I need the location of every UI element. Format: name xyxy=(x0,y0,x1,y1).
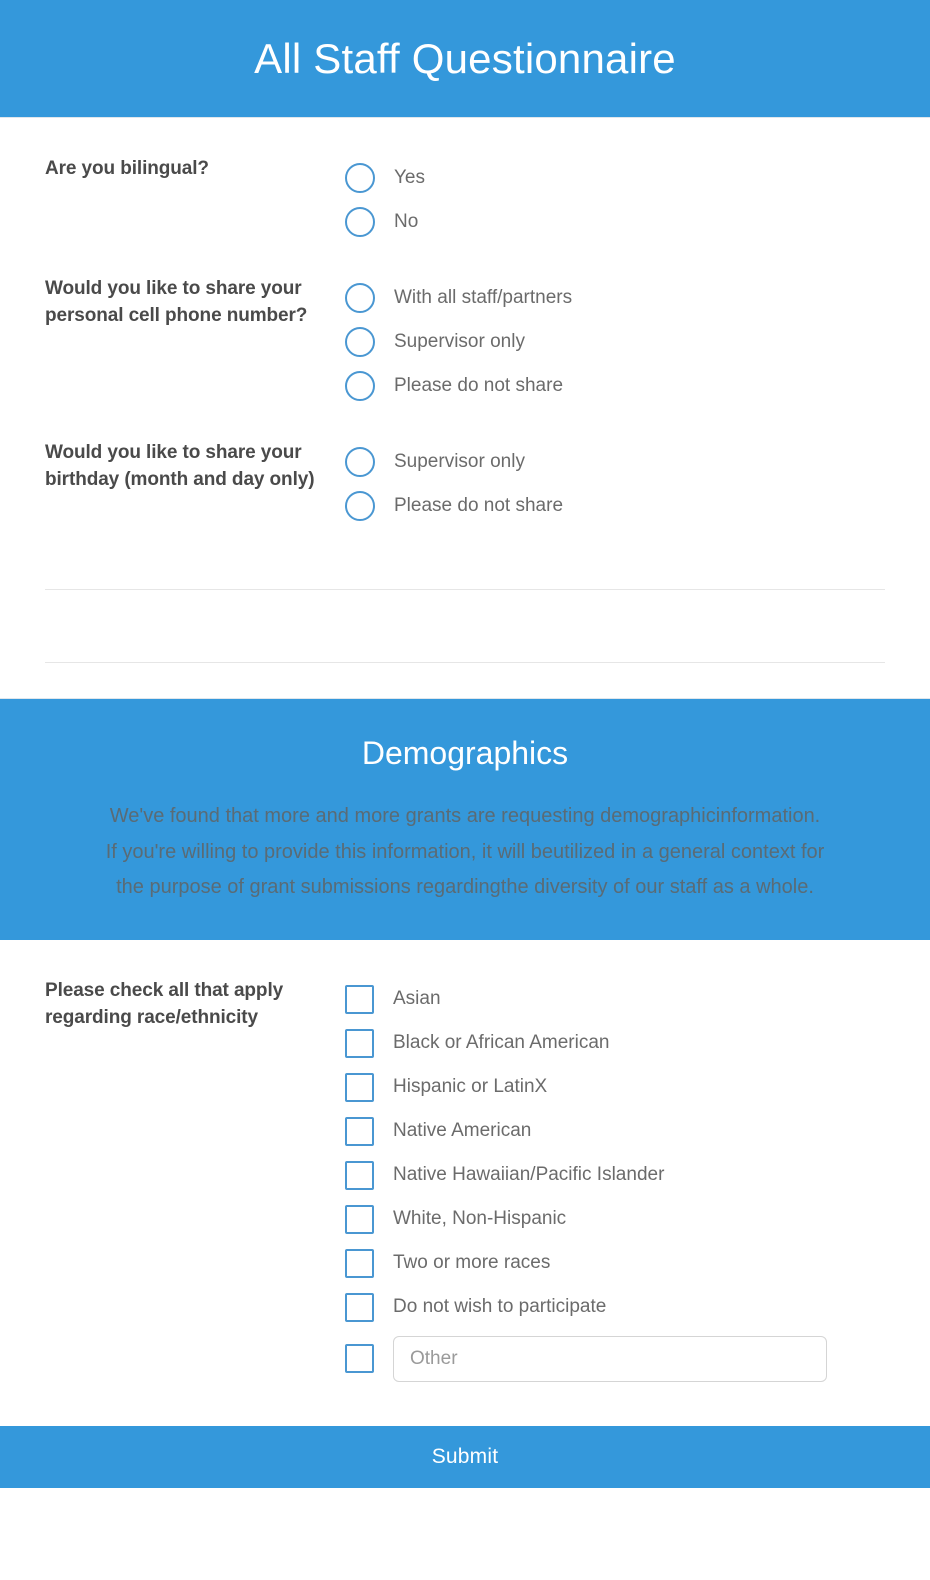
checkbox-icon[interactable] xyxy=(345,985,374,1014)
question-options xyxy=(345,156,885,244)
checkbox-option-other[interactable] xyxy=(345,1330,885,1388)
checkbox-option-label: Native Hawaiian/Pacific Islander xyxy=(393,1164,665,1186)
radio-icon[interactable] xyxy=(345,163,375,193)
radio-icon[interactable] xyxy=(345,283,375,313)
radio-option-do-not-share[interactable] xyxy=(345,364,885,408)
radio-option-do-not-share[interactable] xyxy=(345,484,885,528)
checkbox-option-do-not-wish-to-participate[interactable] xyxy=(345,1286,885,1330)
checkbox-icon[interactable] xyxy=(345,1293,374,1322)
checkbox-option-label: Two or more races xyxy=(393,1252,551,1274)
submit-button[interactable]: Submit xyxy=(0,1426,930,1488)
radio-option-no[interactable] xyxy=(345,200,885,244)
question-options xyxy=(345,978,885,1388)
radio-option-label: With all staff/partners xyxy=(394,286,573,308)
question-share-cell-phone xyxy=(0,276,930,408)
radio-icon[interactable] xyxy=(345,207,375,237)
demographics-description-line-2: If you're willing to provide this information, it will beutilized in a general context for xyxy=(105,840,825,863)
page-header xyxy=(0,0,930,118)
checkbox-option-label: Asian xyxy=(393,988,441,1010)
checkbox-option-asian[interactable] xyxy=(345,978,885,1022)
question-share-birthday xyxy=(0,440,930,528)
checkbox-icon[interactable] xyxy=(345,1029,374,1058)
question-label: Would you like to share your birthday (month and day only) xyxy=(45,442,315,490)
demographics-banner xyxy=(0,698,930,940)
question-label: Please check all that apply regarding race/ethnicity xyxy=(45,979,284,1028)
checkbox-option-white-non-hispanic[interactable] xyxy=(345,1198,885,1242)
demographics-description xyxy=(45,799,885,906)
radio-option-all-staff-partners[interactable] xyxy=(345,276,885,320)
demographics-description-line-1: We've found that more and more grants are requesting demographicinformation. xyxy=(109,805,821,827)
radio-icon[interactable] xyxy=(345,327,375,357)
demographics-description-line-3: the purpose of grant submissions regardingthe diversity of our staff as a whole. xyxy=(116,876,814,899)
page-title: All Staff Questionnaire xyxy=(254,34,676,82)
radio-option-label: Please do not share xyxy=(394,374,564,396)
question-race-ethnicity xyxy=(0,978,930,1388)
questionnaire-form xyxy=(0,118,930,698)
checkbox-icon[interactable] xyxy=(345,1249,374,1278)
demographics-title: Demographics xyxy=(361,735,569,771)
checkbox-icon[interactable] xyxy=(345,1205,374,1234)
question-label: Would you like to share your personal cell phone number? xyxy=(45,278,308,326)
question-options xyxy=(345,276,885,408)
checkbox-option-label: Hispanic or LatinX xyxy=(393,1076,548,1098)
radio-option-label: No xyxy=(394,210,419,232)
checkbox-icon[interactable] xyxy=(345,1344,374,1373)
radio-option-supervisor-only[interactable] xyxy=(345,440,885,484)
radio-icon[interactable] xyxy=(345,491,375,521)
radio-icon[interactable] xyxy=(345,447,375,477)
radio-option-label: Yes xyxy=(394,166,425,188)
checkbox-option-label: Do not wish to participate xyxy=(393,1296,607,1318)
checkbox-icon[interactable] xyxy=(345,1117,374,1146)
radio-icon[interactable] xyxy=(345,371,375,401)
question-bilingual xyxy=(0,156,930,244)
checkbox-option-label: White, Non-Hispanic xyxy=(393,1208,567,1230)
radio-option-label: Supervisor only xyxy=(394,330,525,352)
checkbox-icon[interactable] xyxy=(345,1073,374,1102)
checkbox-option-label: Native American xyxy=(393,1120,532,1142)
radio-option-label: Please do not share xyxy=(394,494,564,516)
radio-option-label: Supervisor only xyxy=(394,450,525,472)
checkbox-option-black-or-african-american[interactable] xyxy=(345,1022,885,1066)
question-options xyxy=(345,440,885,528)
checkbox-option-label: Black or African American xyxy=(393,1032,610,1054)
radio-option-yes[interactable] xyxy=(345,156,885,200)
checkbox-option-native-american[interactable] xyxy=(345,1110,885,1154)
question-label: Are you bilingual? xyxy=(45,158,209,179)
checkbox-option-hispanic-or-latinx[interactable] xyxy=(345,1066,885,1110)
checkbox-option-native-hawaiian-pacific-islander[interactable] xyxy=(345,1154,885,1198)
radio-option-supervisor-only[interactable] xyxy=(345,320,885,364)
checkbox-option-two-or-more-races[interactable] xyxy=(345,1242,885,1286)
other-input[interactable] xyxy=(393,1336,827,1382)
checkbox-icon[interactable] xyxy=(345,1161,374,1190)
